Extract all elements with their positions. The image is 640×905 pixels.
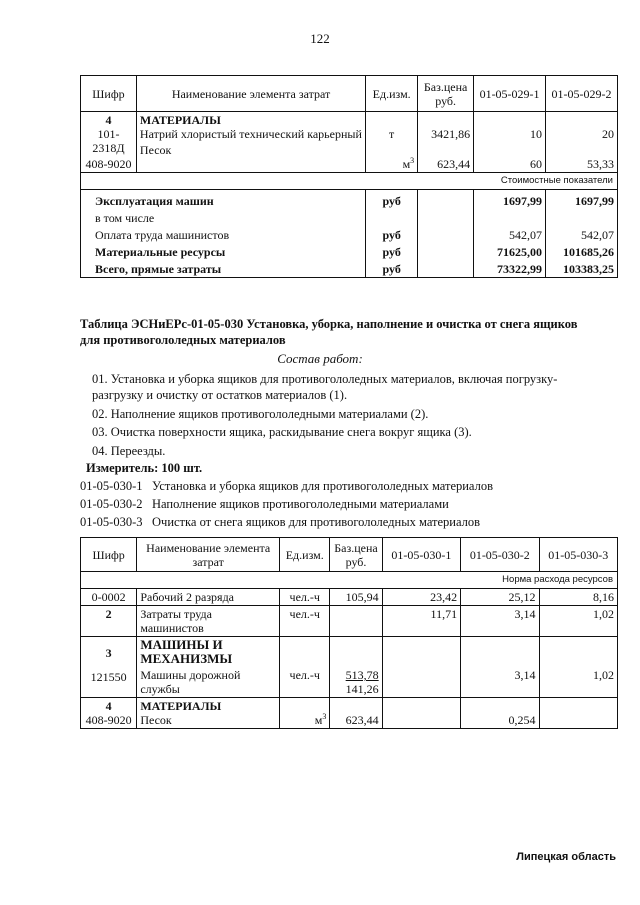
row-value: 60 [530, 157, 543, 171]
section-code: 4 [105, 699, 112, 713]
code-id: 01-05-030-3 [80, 515, 143, 529]
header-price: Баз.цена руб. [330, 538, 382, 572]
cost-unit: руб [382, 194, 401, 208]
measure-unit: Измеритель: 100 шт. [86, 461, 203, 475]
code-text: Установка и уборка ящиков для противогололедных материалов [152, 479, 493, 493]
header-name: Наименование элемента затрат [136, 76, 365, 112]
row-value: 8,16 [539, 589, 617, 606]
cost-unit: руб [382, 245, 401, 259]
section-title: МАТЕРИАЛЫ [139, 113, 221, 127]
row-value: 3,14 [514, 668, 536, 682]
row-unit: т [389, 127, 395, 141]
section-title: МАШИНЫ И МЕХАНИЗМЫ [140, 637, 233, 666]
row-value: 25,12 [461, 589, 539, 606]
row-code: 408-9020 [85, 713, 132, 727]
row-unit: чел.-ч [280, 606, 330, 637]
row-value: 1,02 [593, 668, 614, 682]
section-code: 3 [105, 646, 112, 660]
row-price: 105,94 [330, 589, 382, 606]
row-price: 3421,86 [431, 127, 471, 141]
section-code: 4 [105, 113, 112, 127]
code-text: Наполнение ящиков противогололедными материалами [152, 497, 449, 511]
table-row [81, 637, 618, 698]
page-number: 122 [310, 31, 330, 46]
cost-name: Эксплуатация машин [95, 194, 214, 208]
row-name: Затраты труда машинистов [137, 606, 280, 637]
cost-name: в том числе [95, 211, 155, 225]
table-header-row [81, 76, 618, 112]
norm-label-row [81, 572, 618, 589]
row-code: 0-0002 [81, 589, 137, 606]
row-value: 3,14 [461, 606, 539, 637]
cost-value: 1697,99 [503, 194, 543, 208]
row-unit: чел.-ч [289, 668, 320, 682]
row-value: 0,254 [508, 713, 536, 727]
cost-value: 542,07 [509, 228, 543, 242]
section-title: МАТЕРИАЛЫ [140, 699, 222, 713]
header-name: Наименование элемента затрат [137, 538, 280, 572]
header-unit: Ед.изм. [280, 538, 330, 572]
cost-unit: руб [382, 228, 401, 242]
header-col1: 01-05-030-1 [382, 538, 460, 572]
row-price [330, 606, 382, 637]
row-name: Рабочий 2 разряда [137, 589, 280, 606]
row-code: 121550 [90, 670, 127, 684]
row-code: 408-9020 [85, 157, 132, 171]
work-item: 03. Очистка поверхности ящика, раскидывание снега вокруг ящика (3). [92, 425, 472, 439]
row-value: 10 [530, 127, 543, 141]
row-name: Песок [139, 143, 172, 157]
row-price: 141,26 [345, 682, 379, 696]
cost-name: Оплата труда машинистов [95, 228, 230, 242]
cost-value: 103383,25 [563, 262, 614, 276]
unit-superscript: 3 [410, 156, 415, 165]
cost-value: 101685,26 [563, 245, 614, 259]
header-code: Шифр [81, 538, 137, 572]
code-id: 01-05-030-1 [80, 479, 143, 493]
table-title: Таблица ЭСНиЕРс-01-05-030 Установка, уборка, наполнение и очистка от снега ящиков для противогололедных материалов [80, 317, 578, 347]
header-col2: 01-05-029-2 [546, 76, 618, 112]
work-item: 04. Переезды. [92, 444, 166, 458]
table-resources-029 [80, 75, 618, 278]
row-price: 623,44 [437, 157, 471, 171]
header-col1: 01-05-029-1 [474, 76, 546, 112]
work-item: 01. Установка и уборка ящиков для противогололедных материалов, включая погрузку-разгрузку и очистку от остатков материалов (1). [92, 372, 558, 402]
row-price: 513,78 [345, 668, 379, 682]
cost-name: Всего, прямые затраты [95, 262, 222, 276]
header-col3: 01-05-030-3 [539, 538, 617, 572]
row-value: 20 [602, 127, 614, 141]
code-line [80, 479, 493, 494]
row-name: Натрий хлористый технический карьерный [139, 127, 362, 141]
code-id: 01-05-030-2 [80, 497, 143, 511]
row-name: Песок [140, 713, 172, 727]
row-code: 101-2318Д [92, 127, 125, 155]
row-unit: м [314, 713, 323, 727]
row-code: 2 [81, 606, 137, 637]
cost-value: 73322,99 [497, 262, 543, 276]
row-value: 23,42 [382, 589, 460, 606]
cost-value: 1697,99 [575, 194, 614, 208]
cost-value: 71625,00 [497, 245, 543, 259]
table-row [81, 112, 618, 173]
code-line [80, 497, 449, 512]
table-row [81, 606, 618, 637]
header-price: Баз.цена руб. [418, 76, 474, 112]
header-unit: Ед.изм. [366, 76, 418, 112]
code-line [80, 515, 480, 530]
norm-label: Норма расхода ресурсов [81, 572, 618, 589]
row-price: 623,44 [345, 713, 379, 727]
cost-label-row [81, 173, 618, 190]
cost-label: Стоимостные показатели [81, 173, 618, 190]
row-value: 53,33 [587, 157, 614, 171]
table-row [81, 698, 618, 729]
header-code: Шифр [81, 76, 137, 112]
cost-value: 542,07 [581, 228, 614, 242]
work-item: 02. Наполнение ящиков противогололедными материалами (2). [92, 407, 429, 421]
unit-superscript: 3 [322, 712, 327, 721]
header-col2: 01-05-030-2 [461, 538, 539, 572]
region-footer: Липецкая область [516, 851, 616, 863]
table-header-row [81, 538, 618, 572]
row-unit: м [402, 157, 411, 171]
cost-unit: руб [382, 262, 401, 276]
table-row [81, 190, 618, 278]
table-row [81, 589, 618, 606]
code-text: Очистка от снега ящиков для противогололедных материалов [152, 515, 481, 529]
row-value: 11,71 [382, 606, 460, 637]
work-composition-heading: Состав работ: [277, 351, 363, 366]
cost-name: Материальные ресурсы [95, 245, 226, 259]
row-unit: чел.-ч [280, 589, 330, 606]
row-name: Машины дорожной службы [140, 668, 241, 696]
row-value: 1,02 [539, 606, 617, 637]
table-resources-030 [80, 537, 618, 729]
